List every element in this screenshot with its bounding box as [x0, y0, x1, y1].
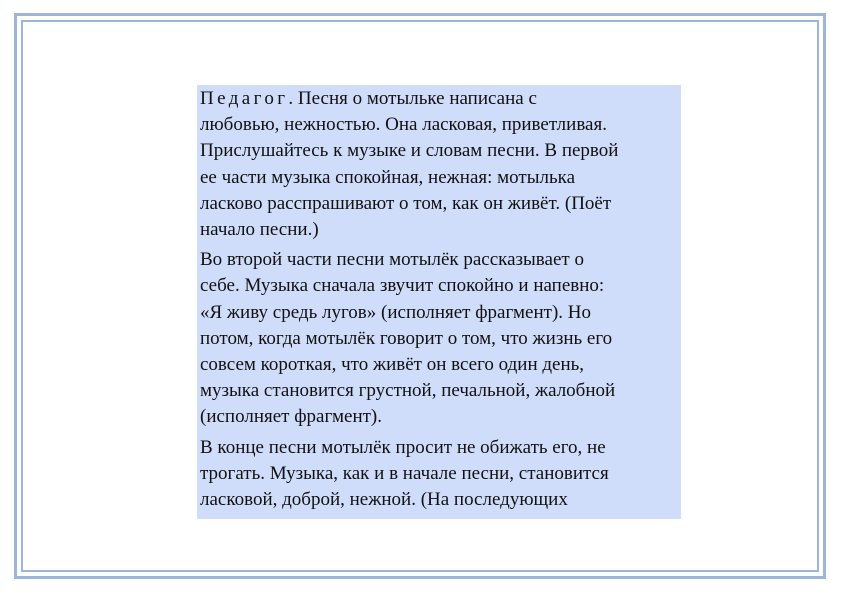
- text-line: Прислушайтесь к музыке и словам песни. В первой: [200, 140, 619, 162]
- text-line: трогать. Музыка, как и в начале песни, становится: [200, 462, 609, 484]
- paragraph-2: [200, 247, 678, 430]
- text-line: ласково расспрашивают о том, как он живёт. (Поёт: [200, 192, 612, 214]
- text-line: совсем короткая, что живёт он всего один день,: [200, 354, 585, 376]
- speaker-label: Педагог: [200, 88, 289, 109]
- text-line: потом, когда мотылёк говорит о том, что жизнь его: [200, 327, 613, 349]
- text-line: «Я живу средь лугов» (исполняет фрагмент). Но: [200, 301, 591, 323]
- text-block: [197, 85, 681, 519]
- text-line: [200, 86, 678, 112]
- text-line: В конце песни мотылёк просит не обижать его, не: [200, 436, 606, 458]
- paragraph-3: [200, 435, 678, 514]
- text-line: ласковой, доброй, нежной. (На последующих: [200, 489, 568, 511]
- paragraph-1: [200, 86, 678, 243]
- text-line: любовью, нежностью. Она ласковая, приветливая.: [200, 114, 607, 136]
- text-line: себе. Музыка сначала звучит спокойно и напевно:: [200, 275, 605, 297]
- text-line: музыка становится грустной, печальной, жалобной: [200, 380, 616, 402]
- first-line-text: . Песня о мотыльке написана с: [288, 88, 537, 109]
- text-line: (исполняет фрагмент).: [200, 406, 383, 428]
- text-line: ее части музыка спокойная, нежная: мотылька: [200, 166, 576, 188]
- text-line: Во второй части песни мотылёк рассказывает о: [200, 249, 584, 271]
- text-line: начало песни.): [200, 219, 319, 241]
